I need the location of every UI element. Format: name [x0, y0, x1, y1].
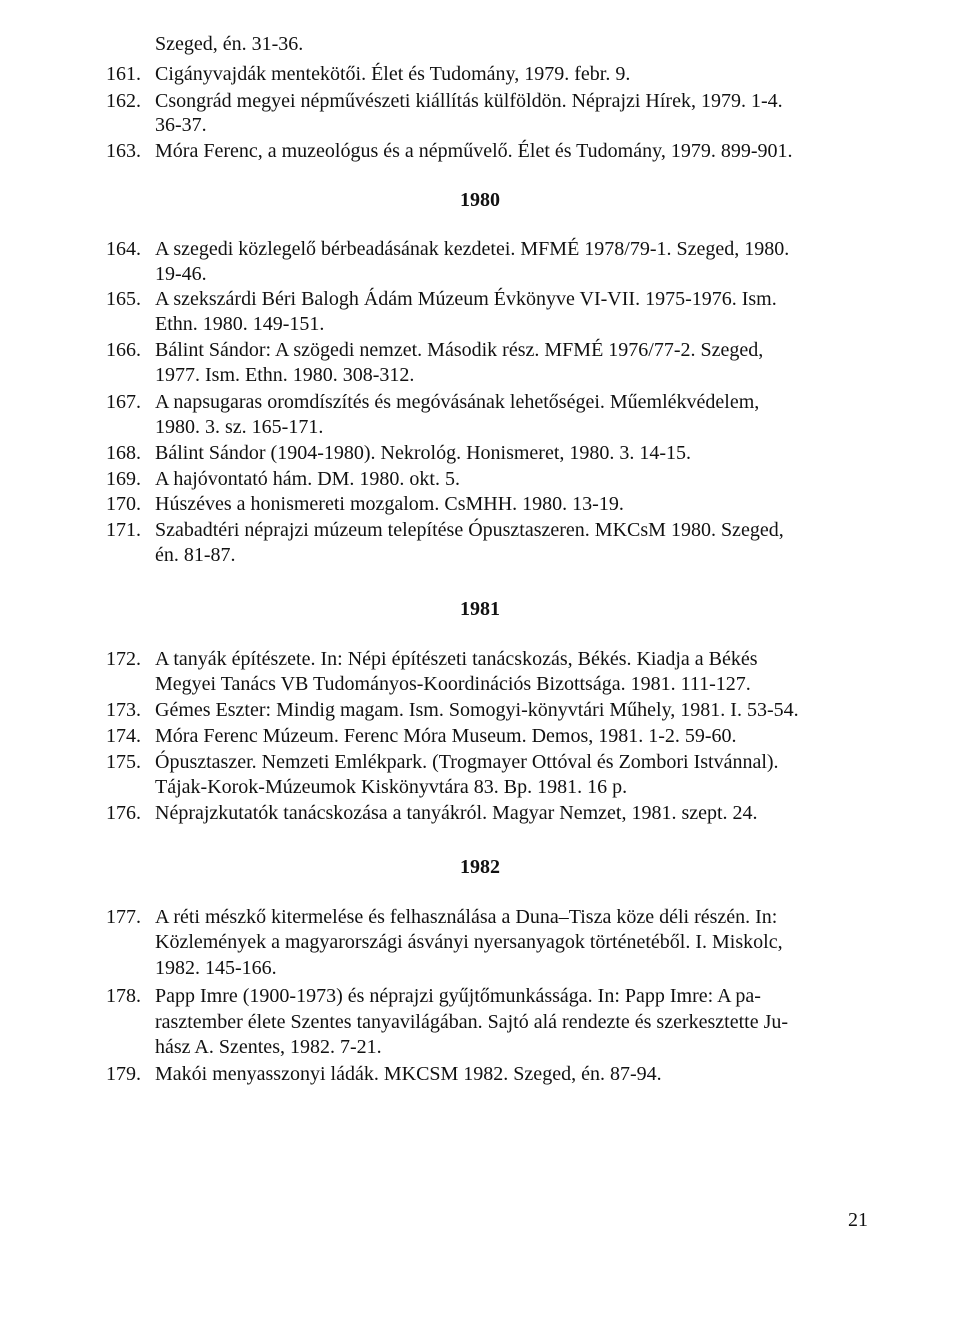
entry-text: Szabadtéri néprajzi múzeum telepítése Ópusztaszeren. MKCsM 1980. Szeged, — [155, 519, 784, 541]
entry-text: Papp Imre (1900-1973) és néprajzi gyűjtőmunkássága. In: Papp Imre: A pa- — [155, 985, 761, 1007]
entry-number: 170. — [106, 493, 141, 515]
entry-number: 176. — [106, 802, 141, 824]
entry-text: Móra Ferenc Múzeum. Ferenc Móra Museum. Demos, 1981. 1-2. 59-60. — [155, 725, 737, 747]
entry-number: 166. — [106, 339, 141, 361]
entry-text: A szekszárdi Béri Balogh Ádám Múzeum Évkönyve VI-VII. 1975-1976. Ism. — [155, 288, 777, 310]
entry-number: 168. — [106, 442, 141, 464]
entry-number: 167. — [106, 391, 141, 413]
entry-number: 172. — [106, 648, 141, 670]
entry-text: Húszéves a honismereti mozgalom. CsMHH. 1980. 13-19. — [155, 493, 624, 515]
entry-number: 174. — [106, 725, 141, 747]
entry-number: 161. — [106, 63, 141, 85]
entry-text: Ethn. 1980. 149-151. — [155, 313, 325, 335]
year-heading: 1982 — [460, 856, 500, 878]
entry-text: A napsugaras oromdíszítés és megóvásának lehetőségei. Műemlékvédelem, — [155, 391, 760, 413]
entry-text: Csongrád megyei népművészeti kiállítás külföldön. Néprajzi Hírek, 1979. 1-4. — [155, 90, 783, 112]
year-heading: 1981 — [460, 598, 500, 620]
entry-text: Gémes Eszter: Mindig magam. Ism. Somogyi-könyvtári Műhely, 1981. I. 53-54. — [155, 699, 799, 721]
entry-number: 173. — [106, 699, 141, 721]
entry-number: 179. — [106, 1063, 141, 1085]
entry-text: Bálint Sándor (1904-1980). Nekrológ. Honismeret, 1980. 3. 14-15. — [155, 442, 692, 464]
entry-text: Ópusztaszer. Nemzeti Emlékpark. (Trogmayer Ottóval és Zombori Istvánnal). — [155, 751, 779, 773]
entry-number: 163. — [106, 140, 141, 162]
entry-number: 162. — [106, 90, 141, 112]
entry-text: Szeged, én. 31-36. — [155, 33, 304, 55]
entry-number: 165. — [106, 288, 141, 310]
entry-text: Közlemények a magyarországi ásványi nyersanyagok történetéből. I. Miskolc, — [155, 931, 783, 953]
entry-text: Cigányvajdák mentekötői. Élet és Tudomány, 1979. febr. 9. — [155, 63, 631, 85]
entry-text: rasztember élete Szentes tanyavilágában. Sajtó alá rendezte és szerkesztette Ju- — [155, 1011, 789, 1033]
entry-text: Megyei Tanács VB Tudományos-Koordinációs Bizottsága. 1981. 111-127. — [155, 673, 751, 695]
entry-text: A tanyák építészete. In: Népi építészeti tanácskozás, Békés. Kiadja a Békés — [155, 648, 758, 670]
entry-text: Móra Ferenc, a muzeológus és a népművelő. Élet és Tudomány, 1979. 899-901. — [155, 140, 793, 162]
entry-text: Néprajzkutatók tanácskozása a tanyákról. Magyar Nemzet, 1981. szept. 24. — [155, 802, 758, 824]
entry-text: Bálint Sándor: A szögedi nemzet. Második rész. MFMÉ 1976/77-2. Szeged, — [155, 339, 764, 361]
entry-text: 19-46. — [155, 263, 207, 285]
entry-number: 164. — [106, 238, 141, 260]
entry-text: 1977. Ism. Ethn. 1980. 308-312. — [155, 364, 415, 386]
entry-text: Tájak-Korok-Múzeumok Kiskönyvtára 83. Bp. 1981. 16 p. — [155, 776, 628, 798]
entry-text: hász A. Szentes, 1982. 7-21. — [155, 1036, 382, 1058]
entry-text: én. 81-87. — [155, 544, 236, 566]
entry-number: 171. — [106, 519, 141, 541]
page-number: 21 — [848, 1209, 868, 1231]
entry-number: 178. — [106, 985, 141, 1007]
entry-text: 36-37. — [155, 114, 207, 136]
entry-text: A szegedi közlegelő bérbeadásának kezdetei. MFMÉ 1978/79-1. Szeged, 1980. — [155, 238, 790, 260]
entry-number: 177. — [106, 906, 141, 928]
year-heading: 1980 — [460, 189, 500, 211]
entry-text: 1982. 145-166. — [155, 957, 277, 979]
entry-text: 1980. 3. sz. 165-171. — [155, 416, 324, 438]
entry-text: A réti mészkő kitermelése és felhasználása a Duna–Tisza köze déli részén. In: — [155, 906, 778, 928]
entry-number: 169. — [106, 468, 141, 490]
entry-text: A hajóvontató hám. DM. 1980. okt. 5. — [155, 468, 460, 490]
entry-number: 175. — [106, 751, 141, 773]
entry-text: Makói menyasszonyi ládák. MKCSM 1982. Szeged, én. 87-94. — [155, 1063, 662, 1085]
